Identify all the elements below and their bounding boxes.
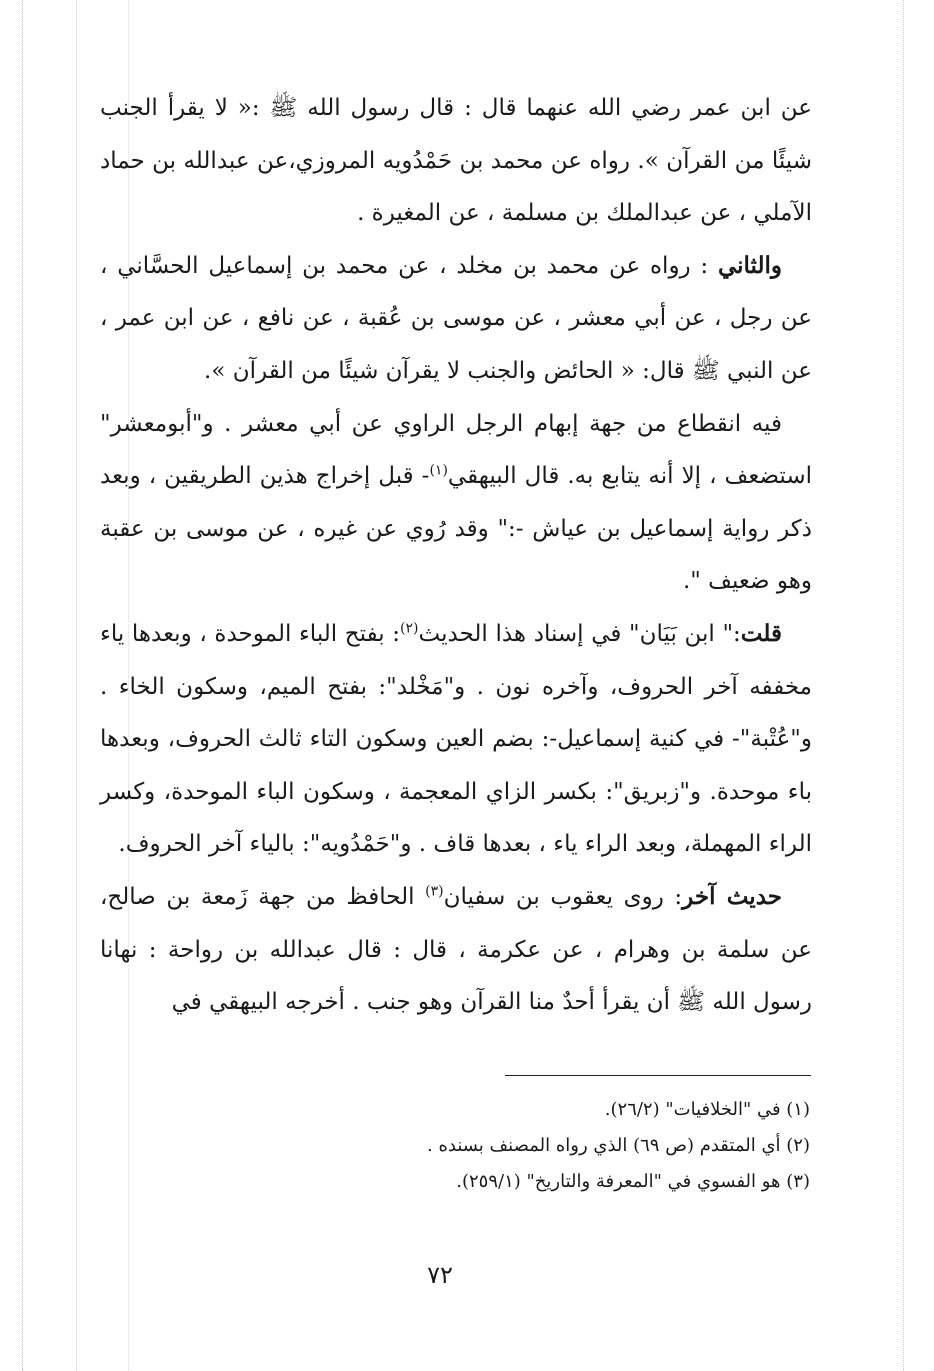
- paragraph-text: : روى يعقوب بن سفيان: [443, 883, 683, 910]
- paragraph-qultu: [100, 608, 812, 871]
- footnotes: [100, 1092, 810, 1200]
- paragraph-text: الحافظ من جهة زَمعة بن صالح، عن سلمة بن وهرام ، عن عكرمة ، قال : قال عبدالله بن رواحة : نهانا رسول الله ﷺ أن يقرأ أحدٌ منا القرآن وهو جنب . أخرجه البيهقي في: [100, 883, 812, 1016]
- page-number: ٧٢: [427, 1261, 453, 1289]
- paragraph-second-route: [100, 240, 812, 398]
- paragraph-text: :" ابن بَيَان" في إسناد هذا الحديث: [418, 620, 741, 647]
- paragraph-text: عن ابن عمر رضي الله عنهما قال : قال رسول الله ﷺ :« لا يقرأ الجنب شيئًا من القرآن ». رواه عن محمد بن حَمْدُويه المروزي،عن عبدالله بن حماد الآملي ، عن عبدالملك بن مسلمة ، عن المغيرة .: [100, 95, 812, 227]
- main-text: [100, 82, 812, 1029]
- paragraph-text: - قبل إخراج هذين الطريقين ، وبعد ذكر رواية إسماعيل بن عياش -:" وقد رُوي عن غيره ، عن موسى بن عقبة وهو ضعيف ".: [100, 463, 812, 595]
- scan-edge-line: [22, 0, 23, 1371]
- paragraph-hadith-text: [100, 82, 812, 240]
- paragraph-another-hadith: [100, 871, 812, 1029]
- paragraph-text: : رواه عن محمد بن مخلد ، عن محمد بن إسماعيل الحسَّاني ، عن رجل ، عن أبي معشر ، عن موسى بن عُقبة ، عن نافع ، عن ابن عمر ، عن النبي ﷺ قال: « الحائض والجنب لا يقرآن شيئًا من القرآن ».: [100, 252, 812, 384]
- paragraph-text: فيه انقطاع من جهة إبهام الرجل الراوي عن أبي معشر . و"أبومعشر" استضعف ، إلا أنه يتابع به. قال البيهقي: [100, 410, 812, 490]
- footnote-item: (٢) أي المتقدم (ص ٦٩) الذي رواه المصنف بسنده .: [427, 1135, 810, 1156]
- footnote-divider: [505, 1075, 811, 1076]
- footnote-reference[interactable]: (١): [429, 462, 448, 479]
- paragraph-lead: حديث آخر: [682, 882, 783, 910]
- paragraph-inqita: [100, 398, 812, 608]
- paragraph-lead: قلت: [740, 619, 782, 647]
- paragraph-lead: والثاني: [717, 251, 782, 279]
- scan-edge-line: [76, 0, 77, 1371]
- footnote-item: (٣) هو الفسوي في "المعرفة والتاريخ" (٢٥٩/١).: [456, 1171, 810, 1192]
- footnote-reference[interactable]: (٣): [425, 883, 444, 900]
- footnote-reference[interactable]: (٢): [400, 620, 419, 637]
- footnote-item: (١) في "الخلافيات" (٢٦/٢).: [604, 1099, 810, 1120]
- scan-edge-line: [903, 0, 904, 1371]
- paragraph-text: : بفتح الباء الموحدة ، وبعدها ياء مخففه آخر الحروف، وآخره نون . و"مَخْلد": بفتح الميم، وسكون الخاء . و"عُتْبة"- في كنية إسماعيل-: بضم العين وسكون التاء ثالث الحروف، وبعدها باء موحدة. و"زبريق": بكسر الزاي المعجمة ، وسكون الباء الموحدة، وكسر الراء المهملة، وبعد الراء ياء ، بعدها قاف . و"حَمْدُويه": بالياء آخر الحروف.: [100, 620, 812, 858]
